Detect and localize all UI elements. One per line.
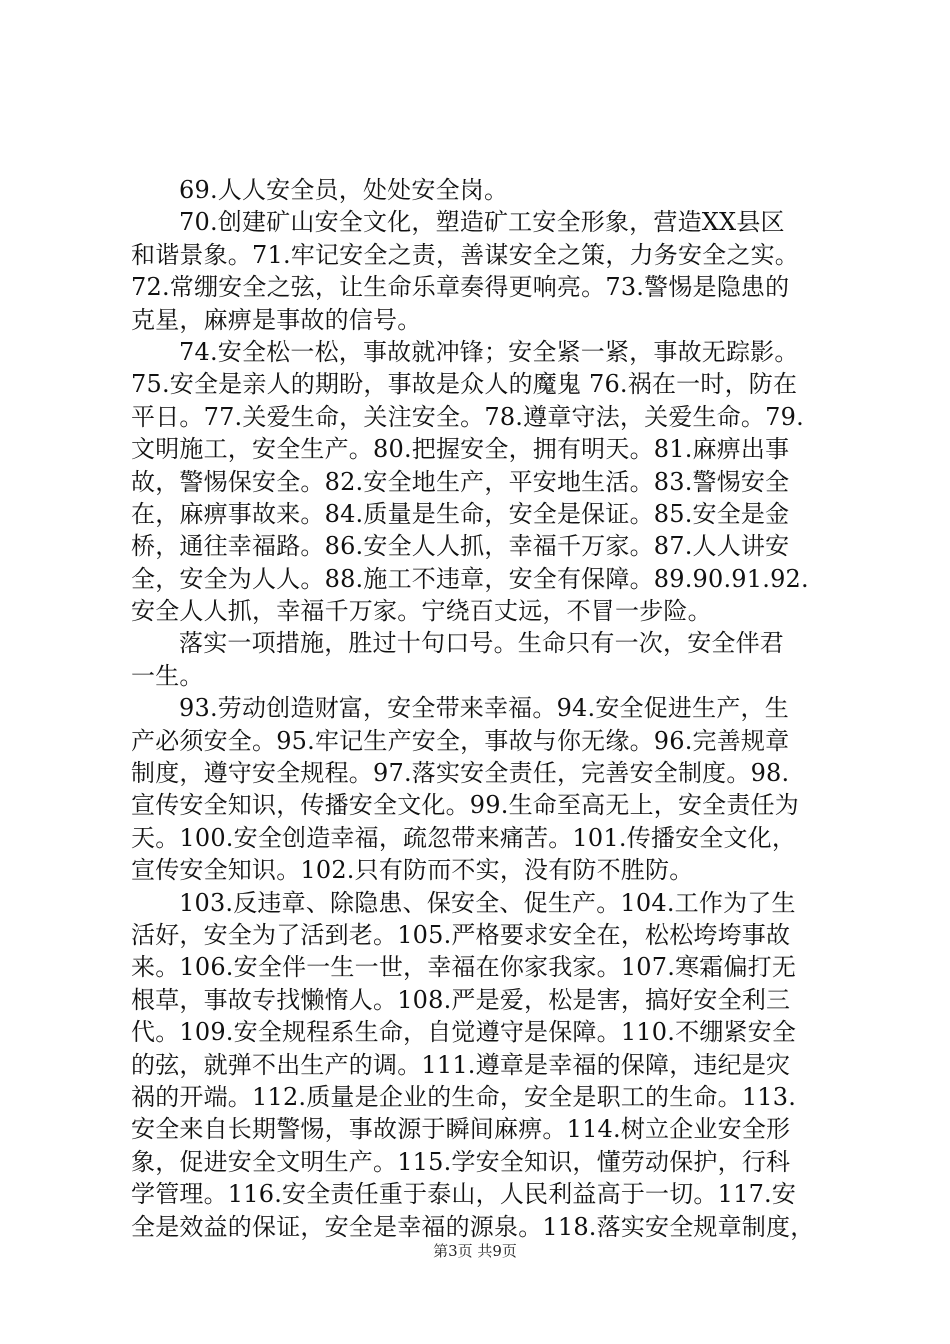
text-line: 桥，通往幸福路。86.安全人人抓，幸福千万家。87.人人讲安 xyxy=(131,532,790,561)
text-line: 克星，麻痹是事故的信号。 xyxy=(131,305,422,334)
text-line: 落实一项措施，胜过十句口号。生命只有一次，安全伴君 xyxy=(179,629,784,658)
text-line: 宣传安全知识。102.只有防而不实，没有防不胜防。 xyxy=(131,856,694,885)
text-line: 和谐景象。71.牢记安全之责，善谋安全之策，力务安全之实。 xyxy=(131,240,799,269)
text-line: 文明施工，安全生产。80.把握安全，拥有明天。81.麻痹出事 xyxy=(131,435,790,464)
page-footer: 第3页 共9页 xyxy=(433,1242,517,1260)
text-line: 象，促进安全文明生产。115.学安全知识，懂劳动保护，行科 xyxy=(131,1147,791,1176)
text-line: 平日。77.关爱生命，关注安全。78.遵章守法，关爱生命。79. xyxy=(131,402,804,431)
text-line: 宣传安全知识，传播安全文化。99.生命至高无上，安全责任为 xyxy=(131,791,799,820)
text-line: 活好，安全为了活到老。105.严格要求安全在，松松垮垮事故 xyxy=(131,920,791,949)
text-line: 根草，事故专找懒惰人。108.严是爱，松是害，搞好安全利三 xyxy=(131,985,791,1014)
text-line: 故，警惕保安全。82.安全地生产，平安地生活。83.警惕安全 xyxy=(131,467,790,496)
text-line: 代。109.安全规程系生命，自觉遵守是保障。110.不绷紧安全 xyxy=(131,1018,797,1047)
text-line: 全是效益的保证，安全是幸福的源泉。118.落实安全规章制度， xyxy=(131,1212,815,1241)
text-line: 69.人人安全员，处处安全岗。 xyxy=(179,176,509,204)
text-line: 制度，遵守安全规程。97.落实安全责任，完善安全制度。98. xyxy=(131,759,790,788)
text-line: 来。106.安全伴一生一世，幸福在你家我家。107.寒霜偏打无 xyxy=(131,953,797,982)
text-line: 一生。 xyxy=(131,661,204,690)
text-line: 103.反违章、除隐患、保安全、促生产。104.工作为了生 xyxy=(179,888,796,917)
text-line: 93.劳动创造财富，安全带来幸福。94.安全促进生产，生 xyxy=(179,694,789,723)
text-line: 祸的开端。112.质量是企业的生命，安全是职工的生命。113. xyxy=(131,1082,797,1111)
text-line: 全，安全为人人。88.施工不违章，安全有保障。89.90.91.92. xyxy=(131,564,809,593)
text-line: 的弦，就弹不出生产的调。111.遵章是幸福的保障，违纪是灾 xyxy=(131,1050,791,1079)
text-line: 75.安全是亲人的期盼，事故是众人的魔鬼 76.祸在一时，防在 xyxy=(131,370,798,399)
text-line: 产必须安全。95.牢记生产安全，事故与你无缘。96.完善规章 xyxy=(131,726,790,755)
text-line: 安全来自长期警惕，事故源于瞬间麻痹。114.树立企业安全形 xyxy=(131,1115,791,1144)
text-line: 天。100.安全创造幸福，疏忽带来痛苦。101.传播安全文化， xyxy=(131,823,797,852)
text-line: 安全人人抓，幸福千万家。宁绕百丈远，不冒一步险。 xyxy=(131,597,712,626)
text-line: 74.安全松一松，事故就冲锋；安全紧一紧，事故无踪影。 xyxy=(179,337,799,366)
text-line: 在，麻痹事故来。84.质量是生命，安全是保证。85.安全是金 xyxy=(131,499,790,528)
text-line: 72.常绷安全之弦，让生命乐章奏得更响亮。73.警惕是隐患的 xyxy=(131,273,790,302)
text-line: 学管理。116.安全责任重于泰山，人民利益高于一切。117.安 xyxy=(131,1180,797,1209)
text-line: 70.创建矿山安全文化，塑造矿工安全形象，营造XX县区 xyxy=(179,208,785,237)
document-body xyxy=(131,174,845,1243)
